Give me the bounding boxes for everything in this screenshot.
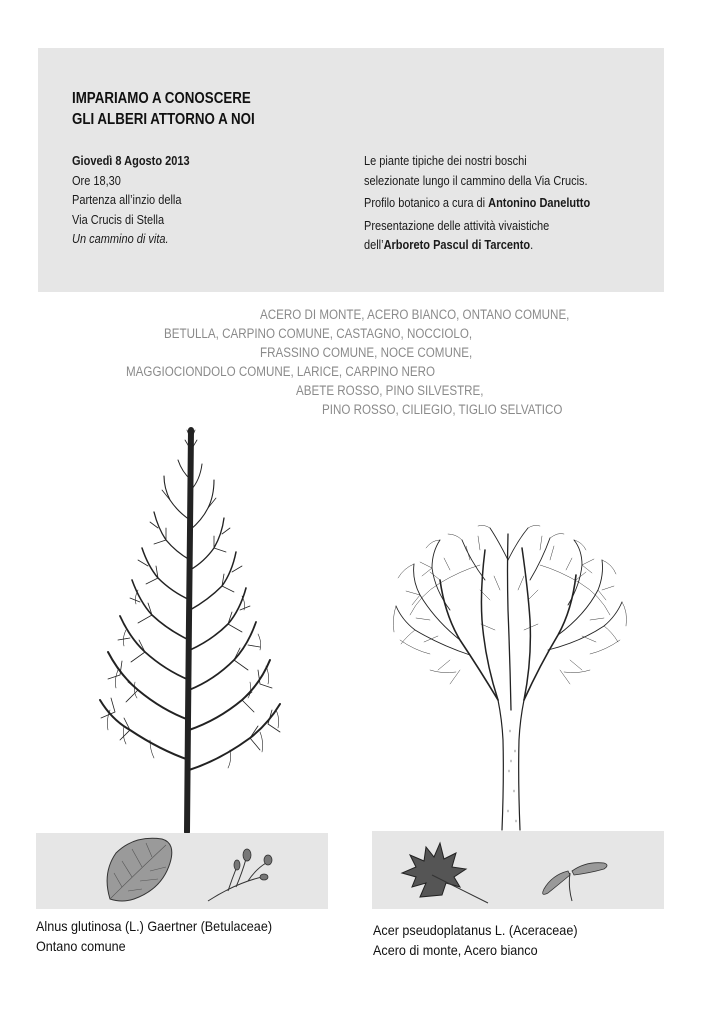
event-motto: Un cammino di vita. [72,232,169,246]
alder-leaf-and-catkins-drawing [36,833,328,909]
species-line-6: PINO ROSSO, CILIEGIO, TIGLIO SELVATICO [322,402,563,417]
title-line-2: GLI ALBERI ATTORNO A NOI [72,111,255,128]
event-time: Ore 18,30 [72,173,121,188]
header-panel [38,48,664,292]
alder-caption [36,916,272,956]
presentation-suffix: . [530,238,534,252]
event-departure-2: Via Crucis di Stella [72,212,165,227]
description-line-2: selezionate lungo il cammino della Via Crucis. [364,173,588,188]
alder-specimen-panel [36,833,328,909]
species-line-5: ABETE ROSSO, PINO SILVESTRE, [296,383,484,398]
description-line-1: Le piante tipiche dei nostri boschi [364,154,527,168]
maple-scientific-name: Acer pseudoplatanus L. (Aceraceae) [373,922,578,938]
event-date: Giovedì 8 Agosto 2013 [72,154,190,168]
profile-name: Antonino Danelutto [488,196,591,210]
species-line-3: FRASSINO COMUNE, NOCE COMUNE, [260,345,473,360]
presentation-line-1: Presentazione delle attività vivaistiche [364,218,550,233]
species-line-2: BETULLA, CARPINO COMUNE, CASTAGNO, NOCCIOLO, [164,326,473,341]
profile-credit [364,194,654,214]
species-line-4: MAGGIOCIONDOLO COMUNE, LARICE, CARPINO NERO [126,364,435,379]
event-departure-1: Partenza all’inzio della [72,193,182,207]
presentation-line-2 [364,236,654,256]
maple-common-name: Acero di monte, Acero bianco [373,942,538,958]
maple-caption [373,920,578,960]
title-line-1: IMPARIAMO A CONOSCERE [72,90,251,107]
presentation-prefix: dell’ [364,238,384,252]
alder-tree-illustration [90,420,290,835]
alder-common-name: Ontano comune [36,938,126,954]
event-description [364,152,654,256]
maple-leaf-and-samara-drawing [372,831,664,909]
page-title [72,88,255,130]
alder-scientific-name: Alnus glutinosa (L.) Gaertner (Betulaceae) [36,918,273,934]
maple-tree-illustration [390,520,630,832]
event-details [72,152,283,250]
maple-specimen-panel [372,831,664,909]
species-line-1: ACERO DI MONTE, ACERO BIANCO, ONTANO COMUNE, [260,307,570,322]
profile-prefix: Profilo botanico a cura di [364,196,489,210]
presentation-name: Arboreto Pascul di Tarcento [383,238,531,252]
